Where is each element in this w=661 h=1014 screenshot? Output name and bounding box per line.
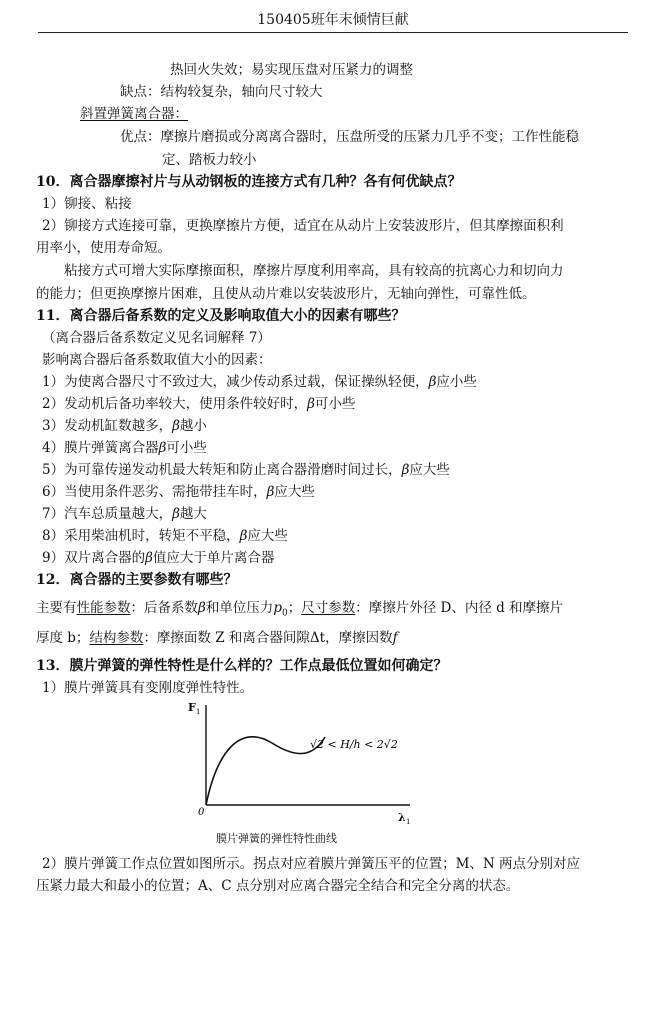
f-symbol: f: [392, 630, 398, 646]
beta-symbol: β: [266, 484, 275, 500]
factor-item: 8）采用柴油机时，转矩不平稳，β应大些: [42, 528, 288, 544]
text-line: （离合器后备系数定义见名词解释 7）: [42, 330, 271, 346]
text-line: 压紧力最大和最小的位置；A、C 点分别对应离合器完全结合和完全分离的状态。: [36, 878, 520, 894]
p0-symbol: p: [273, 600, 282, 616]
text-line: 用率小，使用寿命短。: [36, 240, 171, 256]
characteristic-curve: [206, 737, 325, 805]
beta-symbol: β: [172, 418, 180, 434]
performance-params-label: 性能参数: [76, 600, 131, 616]
text-line: 热回火失效；易实现压盘对压紧力的调整: [170, 62, 413, 78]
factor-item: 4）膜片弹簧离合器β可小些: [42, 440, 207, 456]
question-10: 10．离合器摩擦衬片与从动钢板的连接方式有几种？各有何优缺点？: [36, 174, 462, 190]
text-line: 的能力；但更换摩擦片困难，且使从动片难以安装波形片，无轴向弹性，可靠性低。: [36, 286, 536, 302]
beta-symbol: β: [401, 462, 410, 478]
factor-item: 1）为使离合器尺寸不致过大，减少传动系过载，保证操纵轻便，β应小些: [42, 374, 477, 390]
y-axis-label: F: [188, 701, 196, 714]
ratio-annotation: √2 < H/h < 2√2: [310, 738, 398, 751]
page-header: 150405班年末倾情巨献: [38, 8, 628, 33]
params-line-2: 厚度 b；结构参数：摩擦面数 Z 和离合器间隙Δt，摩擦因数f: [36, 630, 398, 646]
question-12: 12．离合器的主要参数有哪些？: [36, 572, 238, 588]
question-13: 13．膜片弹簧的弹性特性是什么样的？工作点最低位置如何确定？: [36, 658, 448, 674]
size-params-label: 尺寸参数: [301, 600, 356, 616]
text-line: 缺点：结构较复杂，轴向尺寸较大: [120, 84, 323, 100]
x-axis-label: λ: [398, 811, 406, 824]
subheading-inclined-spring-clutch: 斜置弹簧离合器：: [80, 106, 188, 122]
text-line: 2）铆接方式连接可靠，更换摩擦片方便，适宜在从动片上安装波形片，但其摩擦面积利: [42, 218, 564, 234]
text-line: 2）膜片弹簧工作点位置如图所示。拐点对应着膜片弹簧压平的位置；M、N 两点分别对应: [42, 856, 581, 872]
beta-symbol: β: [307, 396, 315, 412]
origin-label: 0: [198, 807, 205, 818]
question-11: 11．离合器后备系数的定义及影响取值大小的因素有哪些？: [36, 308, 406, 324]
beta-symbol: β: [239, 528, 248, 544]
beta-symbol: β: [428, 374, 437, 390]
beta-symbol: β: [198, 600, 206, 616]
beta-symbol: β: [172, 506, 180, 522]
params-line-1: 主要有性能参数：后备系数β和单位压力$p_0$；尺寸参数：摩擦片外径 D、内径 d 和摩擦片: [36, 600, 564, 619]
structure-params-label: 结构参数: [89, 630, 144, 646]
text-line: 粘接方式可增大实际摩擦面积，摩擦片厚度利用率高，具有较高的抗离心力和切向力: [64, 263, 564, 279]
graph-caption: 膜片弹簧的弹性特性曲线: [216, 832, 337, 845]
factor-item: 2）发动机后备功率较大，使用条件较好时，β可小些: [42, 396, 356, 412]
beta-symbol: β: [145, 550, 153, 566]
text-line: 影响离合器后备系数取值大小的因素：: [42, 352, 272, 368]
x-axis-sub: 1: [406, 818, 411, 826]
elastic-characteristic-graph: [180, 697, 420, 827]
factor-item: 7）汽车总质量越大，β越大: [42, 506, 207, 522]
y-axis-sub: 1: [196, 708, 201, 716]
text-line: 1）铆接、粘接: [42, 196, 132, 212]
factor-item: 5）为可靠传递发动机最大转矩和防止离合器滑磨时间过长，β应大些: [42, 462, 450, 478]
factor-item: 6）当使用条件恶劣、需拖带挂车时，β应大些: [42, 484, 315, 500]
text-line: 优点：摩擦片磨损或分离离合器时，压盘所受的压紧力几乎不变；工作性能稳: [120, 129, 579, 145]
factor-item: 3）发动机缸数越多，β越小: [42, 418, 207, 434]
text-line: 1）膜片弹簧具有变刚度弹性特性。: [42, 680, 254, 696]
factor-item: 9）双片离合器的β值应大于单片离合器: [42, 550, 275, 566]
beta-symbol: β: [158, 440, 167, 456]
text-line: 定、踏板力较小: [162, 152, 257, 168]
